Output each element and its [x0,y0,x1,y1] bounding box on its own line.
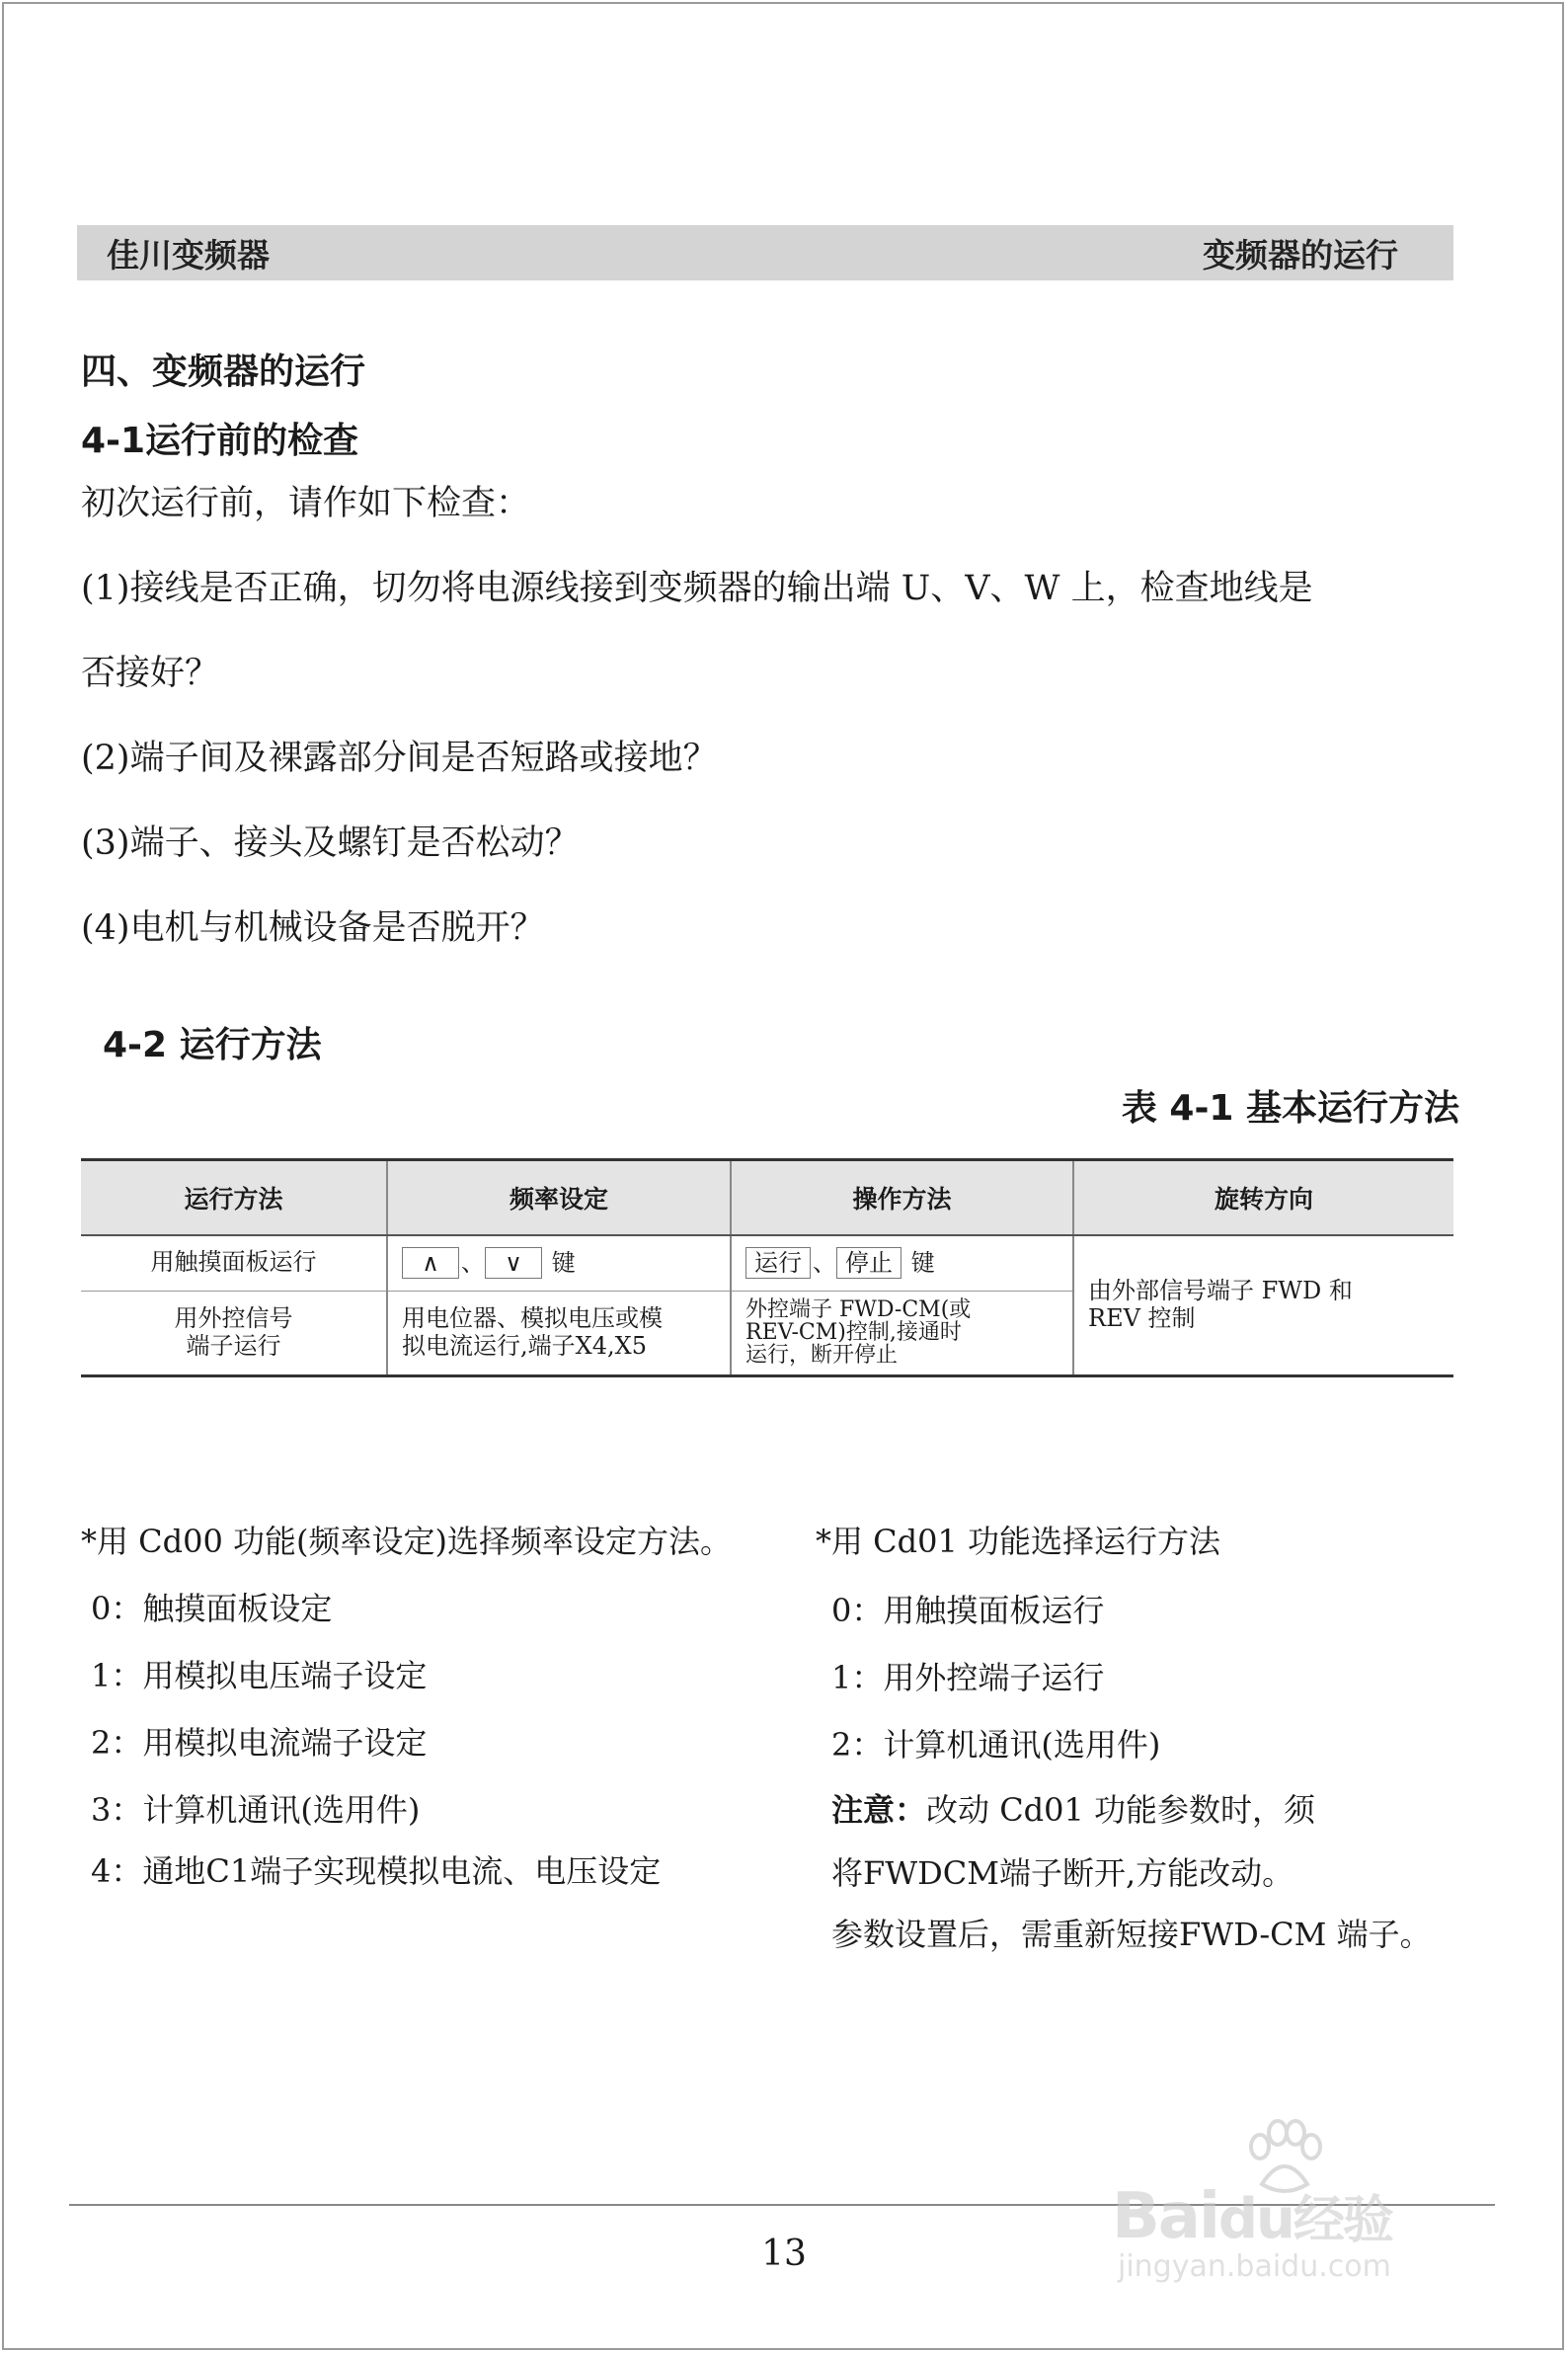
cell-freq-panel [387,1235,731,1291]
run-key: 运行 [745,1247,811,1279]
section-title: 四、变频器的运行 [81,352,366,392]
direction-line-2: REV 控制 [1088,1303,1196,1332]
col-header-method: 运行方法 [81,1160,387,1236]
cd01-option: 0：用触摸面板运行 [831,1592,1105,1629]
note-line-1: 改动 Cd01 功能参数时，须 [926,1791,1316,1829]
cd00-option: 1：用模拟电压端子设定 [91,1657,428,1694]
cd01-title: *用 Cd01 功能选择运行方法 [816,1523,1221,1560]
cell-direction [1073,1235,1453,1375]
key-suffix: 键 [551,1249,576,1278]
watermark-brand-a: Bai [1112,2180,1218,2253]
table-caption: 表 4-1 基本运行方法 [1121,1088,1459,1129]
note-line-2: 将FWDCM端子断开,方能改动。 [831,1854,1294,1892]
method-line-2: 端子运行 [186,1331,281,1360]
page-number: 13 [761,2234,807,2274]
method-line-1: 用外控信号 [174,1303,293,1332]
cd00-option: 0：触摸面板设定 [91,1590,333,1627]
cell-method-external [81,1291,387,1375]
col-header-frequency: 频率设定 [387,1160,731,1236]
subsection-title-4-1: 4-1运行前的检查 [81,421,359,461]
check-item-3: (3)端子、接头及螺钉是否松动？ [81,824,580,863]
watermark [1112,2119,1487,2297]
up-key-icon: ∧ [402,1247,459,1279]
watermark-brand-cn: 经验 [1293,2191,1392,2250]
cd01-option: 2：计算机通讯(选用件) [831,1726,1161,1764]
header-left-title: 佳川变频器 [107,235,270,275]
op-line-3: 运行，断开停止 [745,1343,899,1369]
stop-key: 停止 [836,1247,902,1279]
cell-freq-external [387,1291,731,1375]
check-item-4: (4)电机与机械设备是否脱开？ [81,908,545,948]
check-item-1-cont: 否接好？ [81,654,220,693]
col-header-operation: 操作方法 [731,1160,1073,1236]
separator-text: 、 [813,1249,836,1278]
header-right-title: 变频器的运行 [1203,235,1398,275]
freq-line-1: 用电位器、模拟电压或模 [402,1303,663,1332]
direction-line-1: 由外部信号端子 FWD 和 [1088,1277,1353,1305]
intro-text: 初次运行前，请作如下检查： [81,484,531,523]
cd00-option: 2：用模拟电流端子设定 [91,1724,428,1762]
cd00-title: *用 Cd00 功能(频率设定)选择频率设定方法。 [81,1523,733,1560]
col-header-direction: 旋转方向 [1073,1160,1453,1236]
watermark-brand-b: du [1217,2187,1294,2251]
running-header [77,225,1453,280]
down-key-icon: ∨ [485,1247,542,1279]
operation-methods-table [81,1158,1453,1377]
key-suffix: 键 [910,1249,935,1278]
separator-text: 、 [461,1249,485,1278]
check-item-2: (2)端子间及裸露部分间是否短路或接地？ [81,739,718,778]
cd01-note [831,1785,1315,1831]
freq-line-2: 拟电流运行,端子X4,X5 [402,1331,647,1360]
cd00-option: 4：通地C1端子实现模拟电流、电压设定 [91,1852,662,1890]
note-line-3: 参数设置后，需重新短接FWD-CM 端子。 [831,1916,1432,1953]
cell-op-external [731,1291,1073,1375]
watermark-url: jingyan.baidu.com [1118,2249,1391,2284]
cd01-option: 1：用外控端子运行 [831,1659,1105,1696]
cd00-option: 3：计算机通讯(选用件) [91,1791,421,1829]
note-label: 注意： [831,1791,927,1829]
cell-method-panel: 用触摸面板运行 [81,1235,387,1291]
op-line-2: REV-CM)控制,接通时 [745,1319,962,1345]
cell-op-panel [731,1235,1073,1291]
check-item-1: (1)接线是否正确，切勿将电源线接到变频器的输出端 U、V、W 上，检查地线是 [81,569,1313,608]
subsection-title-4-2: 4-2 运行方法 [103,1025,322,1065]
table-row [81,1235,1453,1291]
op-line-1: 外控端子 FWD-CM(或 [745,1296,972,1322]
table-header-row [81,1160,1453,1236]
